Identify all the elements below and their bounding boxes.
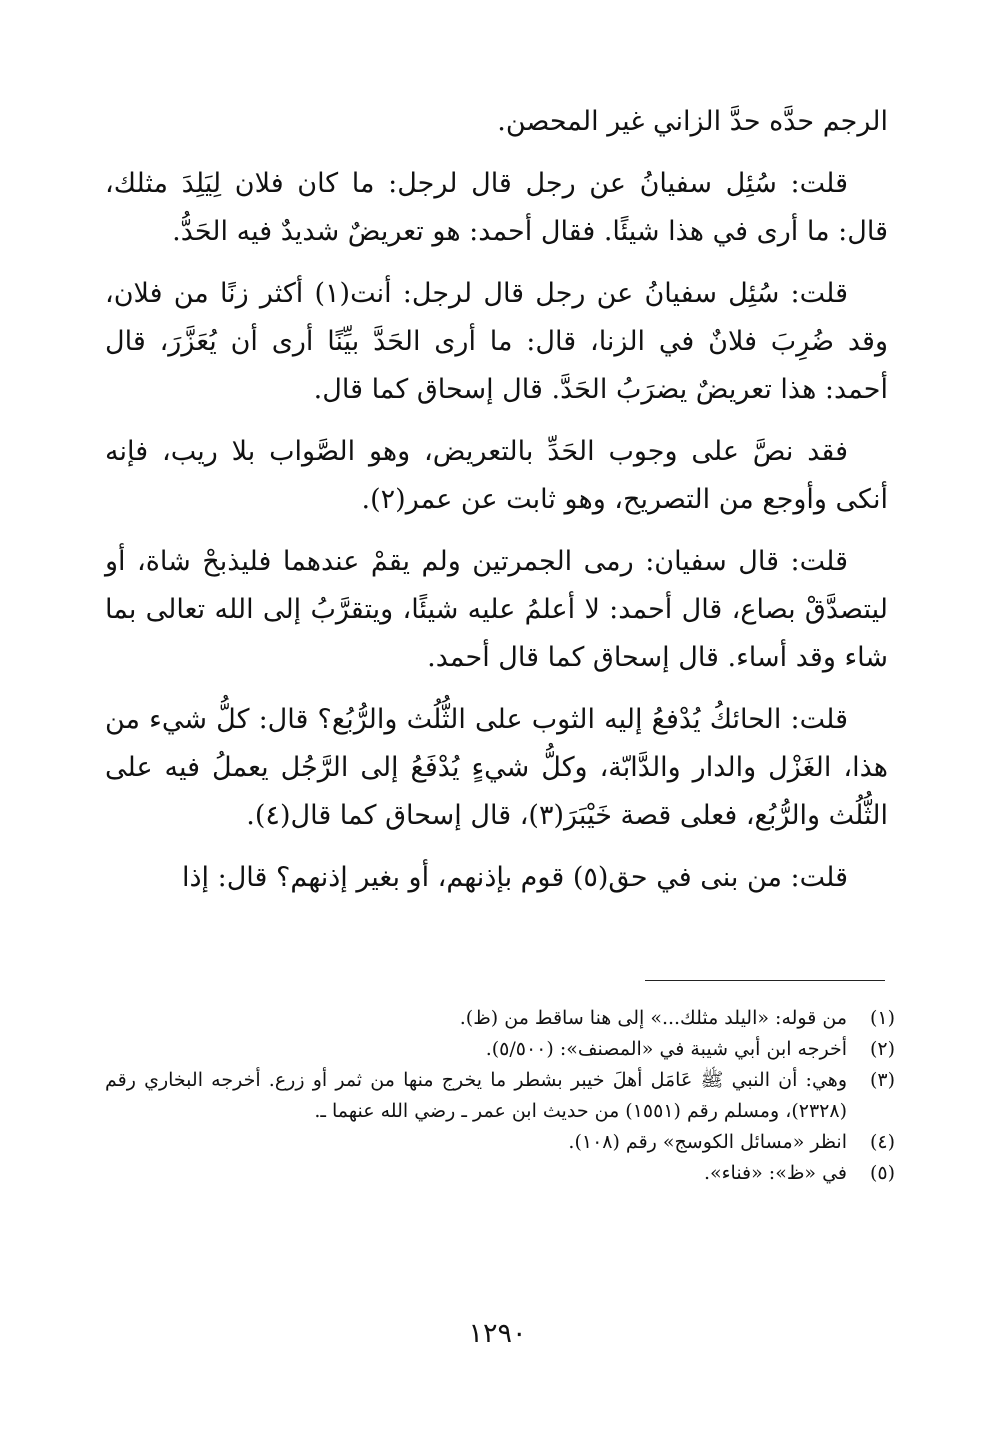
paragraph: قلت: من بنى في حق(٥) قوم بإذنهم، أو بغير إذنهم؟ قال: إذا [181,862,848,893]
paragraph: الرجم حدَّه حدَّ الزاني غير المحصن. [497,106,888,137]
footnote-text: انظر «مسائل الكوسج» رقم (١٠٨). [568,1131,847,1153]
footnote-number: (٣) [869,1069,895,1091]
paragraph: قلت: سُئِل سفيانُ عن رجل قال لرجل: ما كان فلان لِيَلِدَ مثلك، قال: ما أرى في هذا شيئًا. فقال أحمد: هو تعريضٌ شديدٌ فيه الحَدُّ. [105,168,888,247]
footnote-text: وهي: أن النبي ﷺ عَامَل أهلَ خيبر بشطر ما يخرج منها من ثمر أو زرع. أخرجه البخاري رقم (٢٣٢٨)، ومسلم رقم (١٥٥١) من حديث ابن عمر ـ رضي الله عنهما ـ. [105,1069,847,1122]
footnote [105,1158,895,1189]
paragraph: قلت: قال سفيان: رمى الجمرتين ولم يقمْ عندهما فليذبحْ شاة، أو ليتصدَّقْ بصاع، قال أحمد: لا أعلمُ عليه شيئًا، ويتقرَّبُ إلى الله تعالى بما شاء وقد أساء. قال إسحاق كما قال أحمد. [105,546,888,673]
footnote-text: أخرجه ابن أبي شيبة في «المصنف»: (٥/٥٠٠). [485,1038,847,1060]
footnote-divider [645,980,885,981]
paragraph: قلت: سُئِل سفيانُ عن رجل قال لرجل: أنت(١) أكثر زنًا من فلان، وقد ضُرِبَ فلانٌ في الزنا، قال: ما أرى الحَدَّ بيِّنًا أرى أن يُعَزَّرَ، قال أحمد: هذا تعريضٌ يضرَبُ الحَدَّ. قال إسحاق كما قال. [105,278,888,405]
footnote-number: (١) [869,1007,895,1029]
footnotes [105,1003,895,1189]
paragraph: فقد نصَّ على وجوب الحَدِّ بالتعريض، وهو الصَّواب بلا ريب، فإنه أنكى وأوجع من التصريح، وهو ثابت عن عمر(٢). [105,436,888,515]
page-number: ١٢٩٠ [468,1318,527,1349]
main-text [105,98,888,916]
footnote [105,1065,895,1127]
footnote-text: من قوله: «اليلد مثلك...» إلى هنا ساقط من (ظ). [459,1007,847,1029]
footnote [105,1127,895,1158]
footnote [105,1034,895,1065]
footnote [105,1003,895,1034]
footnote-number: (٤) [869,1131,895,1153]
paragraph: قلت: الحائكُ يُدْفعُ إليه الثوب على الثُّلُث والرُّبُع؟ قال: كلُّ شيء من هذا، الغَزْل والدار والدَّابّة، وكلُّ شيءٍ يُدْفَعُ إلى الرَّجُل يعملُ فيه على الثُّلُث والرُّبُع، فعلى قصة خَيْبَرَ(٣)، قال إسحاق كما قال(٤). [105,704,888,831]
footnote-number: (٢) [869,1038,895,1060]
footnote-number: (٥) [869,1162,895,1184]
footnote-text: في «ظ»: «فناء». [703,1162,847,1184]
